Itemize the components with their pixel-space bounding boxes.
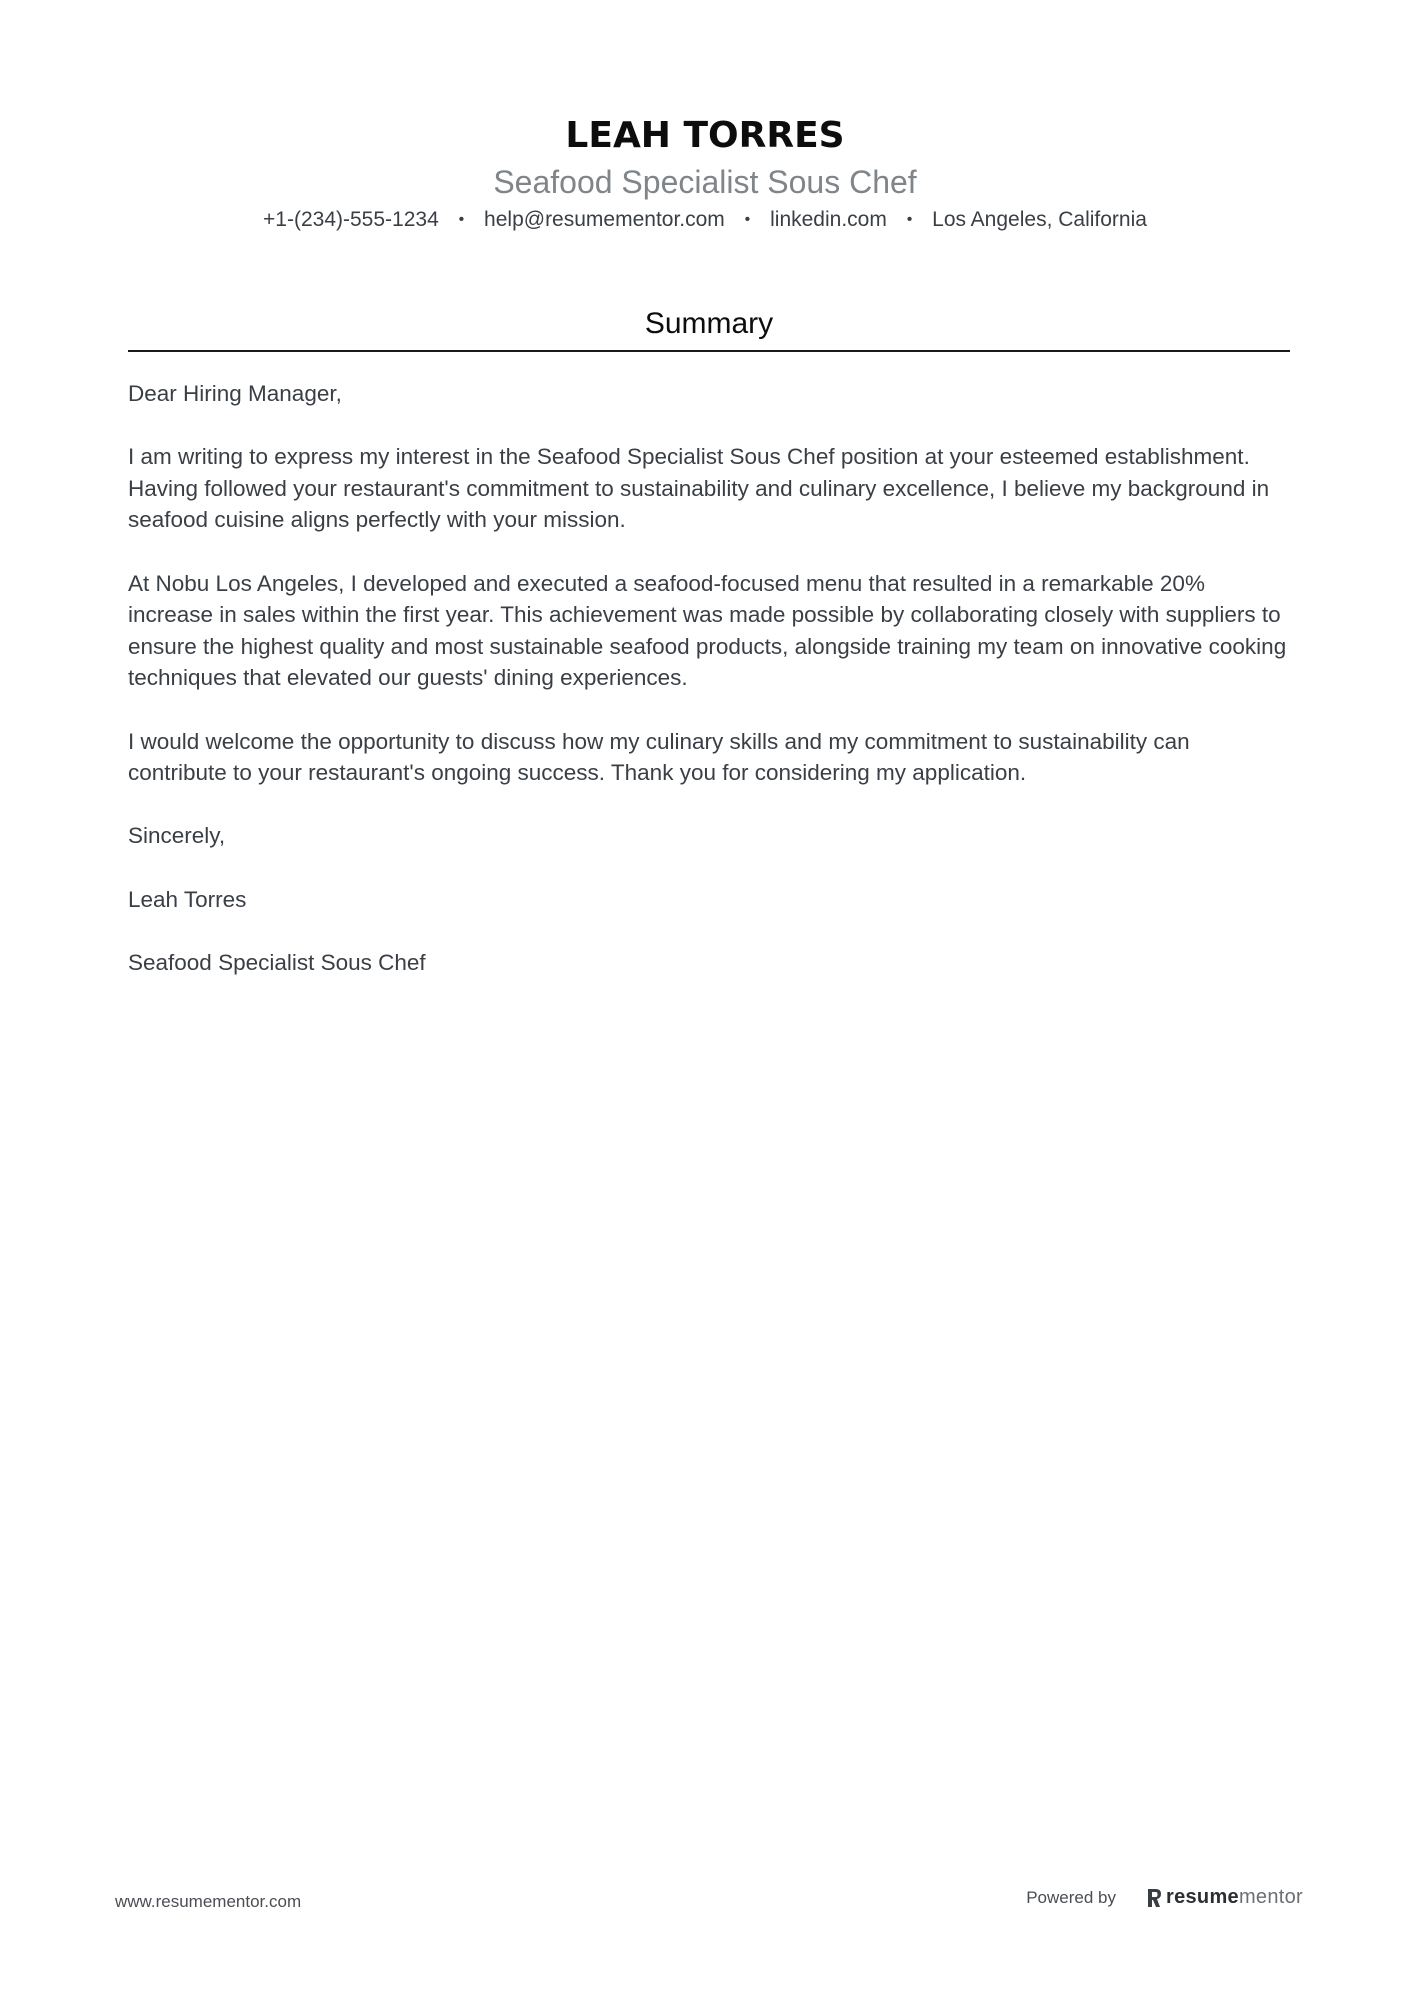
letter-body [128,378,1290,1010]
resumementor-logo-icon [1146,1887,1162,1909]
letter-paragraph: I am writing to express my interest in the Seafood Specialist Sous Chef position at your esteemed establishment. Having followed your restaurant's commitment to sustainability and culinary excellence, I believe my background in seafood cuisine aligns perfectly with your mission. [128,444,1270,533]
contact-linkedin[interactable]: linkedin.com [770,208,887,231]
section-title: Summary [644,307,774,340]
section-divider [128,350,1290,352]
letter-closing: Sincerely, [128,823,226,849]
letter-paragraph: I would welcome the opportunity to discuss how my culinary skills and my commitment to sustainability can contribute to your restaurant's ongoing success. Thank you for considering my application. [128,728,1190,786]
header [0,112,1410,234]
letter-paragraph: At Nobu Los Angeles, I developed and executed a seafood-focused menu that resulted in a remarkable 20% increase in sales within the first year. This achievement was made possible by collaborating closely with suppliers to ensure the highest quality and most sustainable seafood products, alongside training my team on innovative cooking techniques that elevated our guests' dining experiences. [128,570,1287,691]
resumementor-logo[interactable] [1146,1886,1303,1909]
signature-name: Leah Torres [128,886,247,912]
candidate-name: LEAH TORRES [565,115,845,156]
candidate-title: Seafood Specialist Sous Chef [493,164,917,200]
contact-separator: • [458,211,465,228]
contact-line [0,206,1410,234]
contact-email[interactable]: help@resumementor.com [484,208,725,231]
footer-branding [1026,1886,1303,1909]
brand-name-light: mentor [1238,1886,1303,1908]
signature-title: Seafood Specialist Sous Chef [128,949,426,975]
contact-location: Los Angeles, California [932,208,1147,231]
letter-greeting: Dear Hiring Manager, [128,381,342,406]
contact-phone: +1-(234)-555-1234 [263,208,439,231]
contact-separator: • [744,211,751,228]
powered-by-label: Powered by [1026,1887,1116,1907]
brand-name-strong: resume [1166,1886,1239,1908]
contact-separator: • [906,211,913,228]
footer-website[interactable]: www.resumementor.com [115,1892,302,1911]
